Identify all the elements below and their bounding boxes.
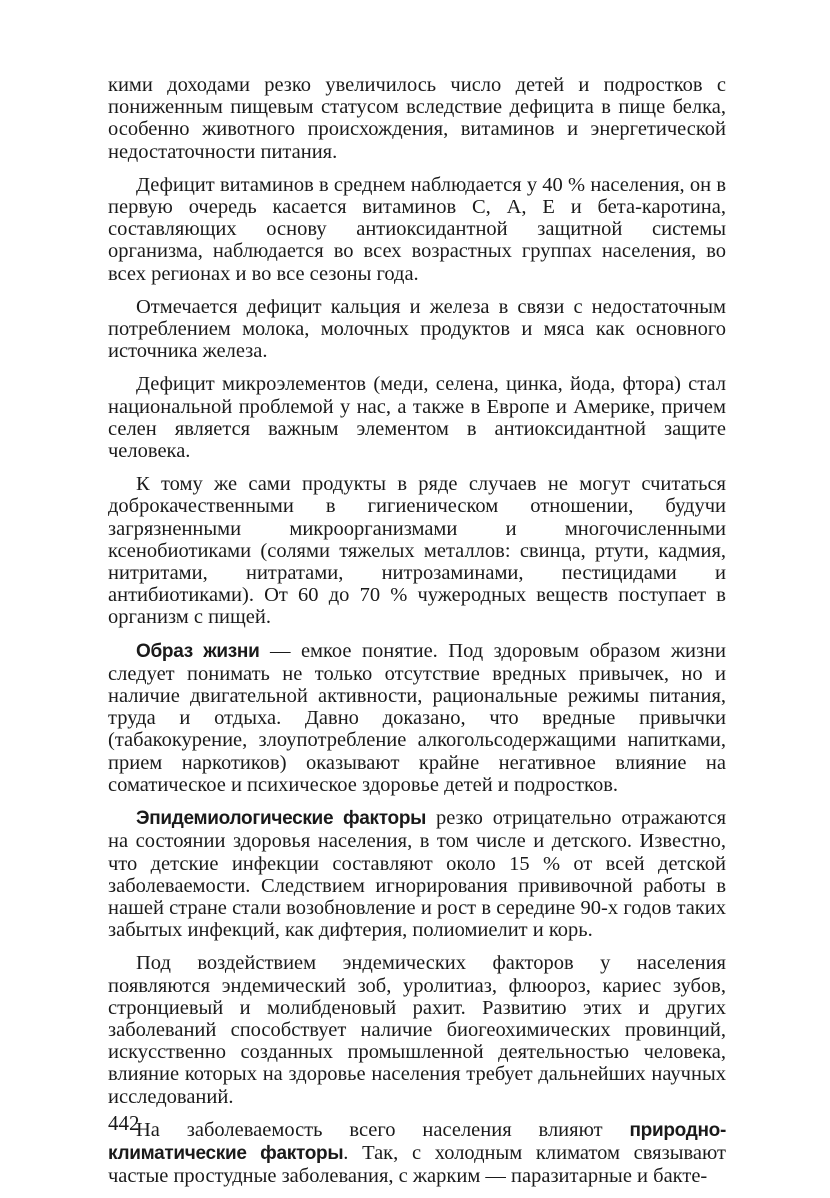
paragraph-climatic-lead: На заболеваемость всего населения влияют: [136, 1118, 630, 1141]
paragraph-epidemiological-text: резко отрицательно отражаются на состоянии здоровья населения, в том числе и детского. Известно, что детские инфекции составляют около 15 % от всей детской заболеваемости. Следствием игнорирования прививочной работы в нашей стране стали возобновление и рост в середине 90-х годов таких забытых инфекций, как дифтерия, полиомиелит и корь.: [108, 807, 726, 942]
paragraph-2: [108, 174, 726, 285]
paragraph-5: [108, 473, 726, 628]
paragraph-3: [108, 296, 726, 363]
paragraph-climatic: [108, 1119, 726, 1188]
paragraph-epidemiological: [108, 807, 726, 941]
paragraph-4: [108, 373, 726, 462]
paragraph-endemic: [108, 952, 726, 1107]
paragraph-1: [108, 74, 726, 163]
paragraph-5-text: К тому же сами продукты в ряде случаев не могут считаться доброкачественными в гигиеническом отношении, будучи загрязненными микроорганизмами и многочисленными ксенобиотиками (солями тяжелых металлов: свинца, ртути, кадмия, нитритами, нитратами, нитрозаминами, пестицидами и антибиотиками). От 60 до 70 % чужеродных веществ поступает в организм с пищей.: [108, 473, 726, 629]
paragraph-lifestyle: [108, 640, 726, 796]
document-page: [108, 74, 726, 1198]
page-number: 442: [108, 1111, 140, 1135]
paragraph-4-text: Дефицит микроэлементов (меди, селена, цинка, йода, фтора) стал национальной проблемой у нас, а также в Европе и Америке, причем селен является важным элементом в антиоксидантной защите человека.: [108, 373, 726, 463]
paragraph-1-text: кими доходами резко увеличилось число детей и подростков с пониженным пищевым статусом вследствие дефицита в пище белка, особенно животного происхождения, витаминов и энергетической недостаточности питания.: [108, 74, 726, 163]
paragraph-3-text: Отмечается дефицит кальция и железа в связи с недостаточным потреблением молока, молочных продуктов и мяса как основного источника железа.: [108, 295, 726, 363]
paragraph-2-text: Дефицит витаминов в среднем наблюдается у 40 % населения, он в первую очередь касается витаминов С, А, Е и бета-каротина, составляющих основу антиоксидантной защитной системы организма, наблюдается во всех возрастных группах населения, во всех регионах и во все сезоны года.: [108, 173, 726, 285]
term-climatic-factors: природно-климатические факторы: [108, 1119, 726, 1164]
term-epidemiological-factors: Эпидемиологические факторы: [136, 808, 427, 830]
term-lifestyle: Образ жизни: [136, 640, 260, 662]
paragraph-lifestyle-text: — емкое понятие. Под здоровым образом жизни следует понимать не только отсутствие вредных привычек, но и наличие двигательной активности, рациональные режимы питания, труда и отдыха. Давно доказано, что вредные привычки (табакокурение, злоупотребление алкогольсодержащими напитками, прием наркотиков) оказывают крайне негативное влияние на соматическое и психическое здоровье детей и подростков.: [108, 639, 726, 796]
paragraph-climatic-text: . Так, с холодным климатом связывают частые простудные заболевания, с жарким — паразитарные и бакте-: [108, 1141, 726, 1188]
paragraph-endemic-text: Под воздействием эндемических факторов у населения появляются эндемический зоб, уролитиаз, флюороз, кариес зубов, стронциевый и молибденовый рахит. Развитию этих и других заболеваний способствует наличие биогеохимических провинций, искусственно созданных промышленной деятельностью человека, влияние которых на здоровье населения требует дальнейших научных исследований.: [108, 952, 726, 1108]
